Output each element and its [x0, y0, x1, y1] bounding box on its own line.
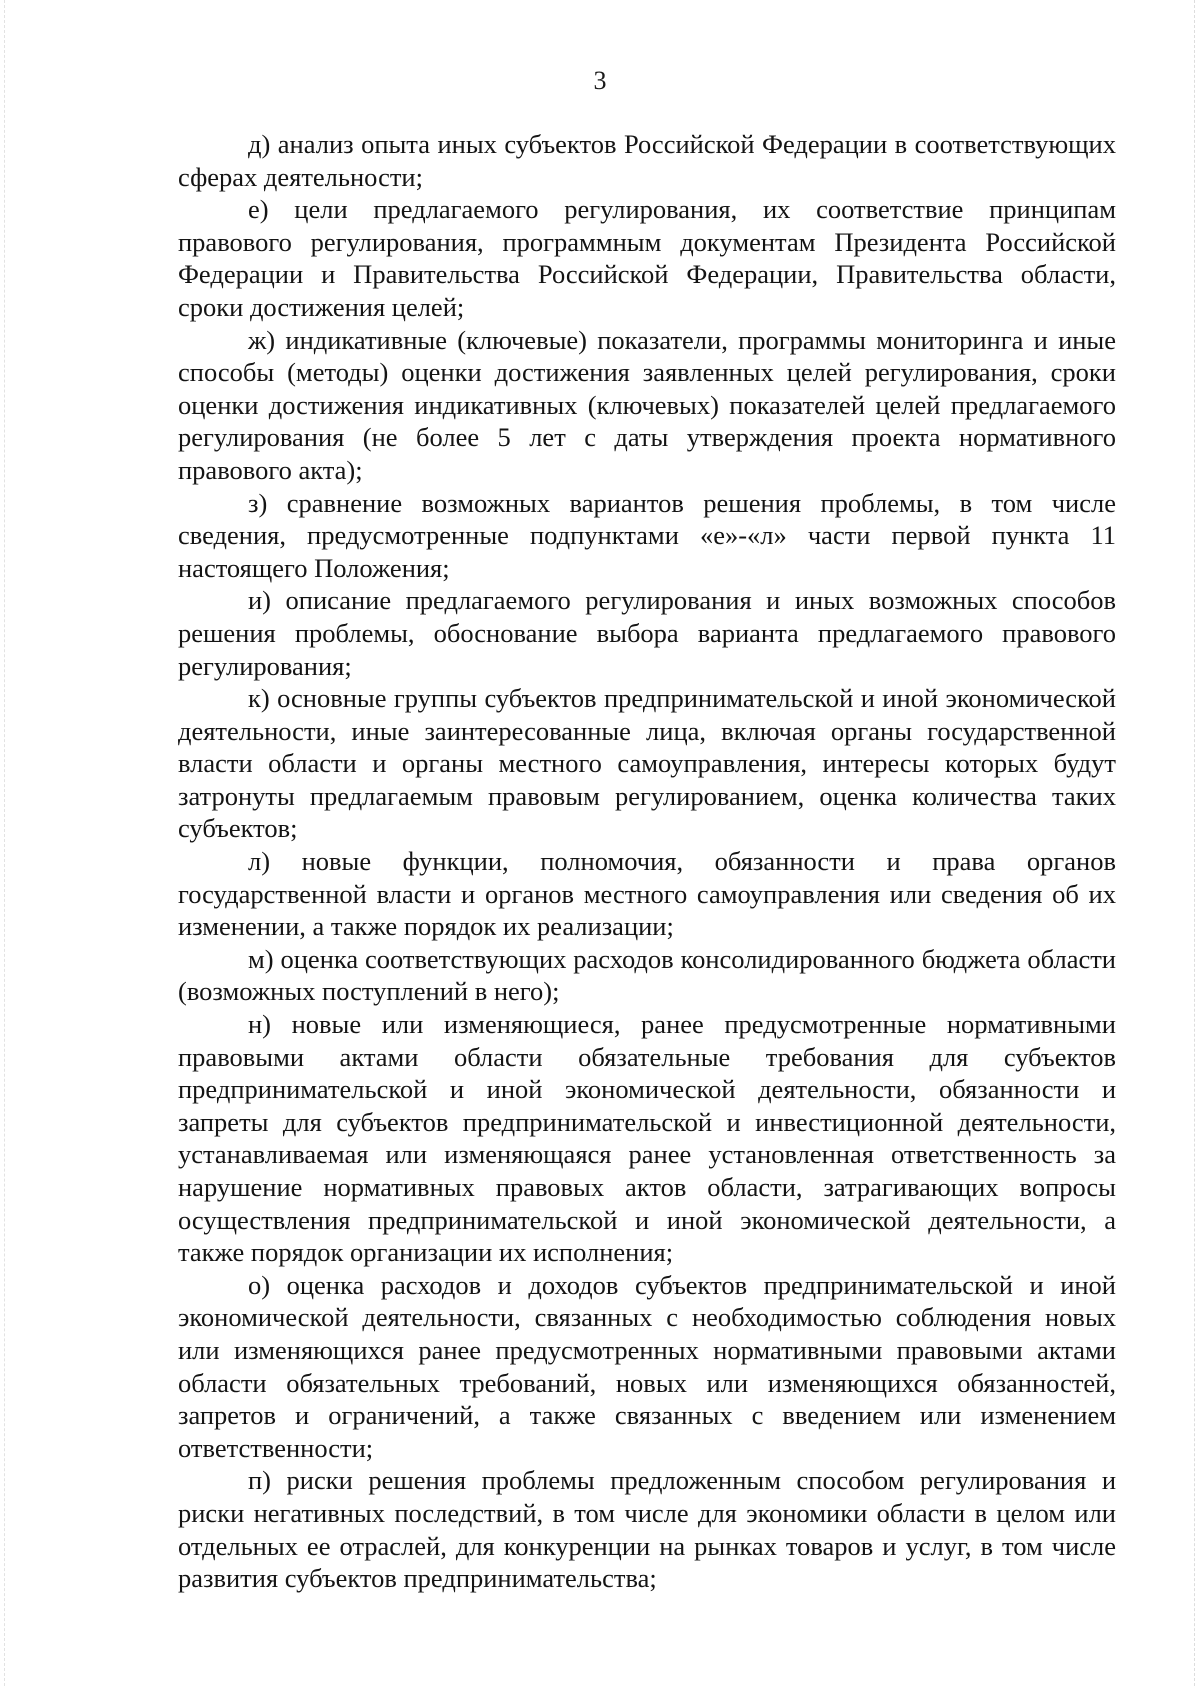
paragraph-z: з) сравнение возможных вариантов решения проблемы, в том числе сведения, предусмотренные подпунктами «е»-«л» части первой пункта 11 настоящего Положения;: [178, 487, 1116, 583]
paragraph-k: к) основные группы субъектов предпринимательской и иной экономической деятельности, иные заинтересованные лица, включая органы государственной власти области и органы местного самоуправления, интересы которых будут затронуты предлагаемым правовым регулированием, оценка количества таких субъектов;: [178, 683, 1116, 844]
paragraph-o: о) оценка расходов и доходов субъектов предпринимательской и иной экономической деятельности, связанных с необходимостью соблюдения новых или изменяющихся ранее предусмотренных нормативными правовыми актами области обязательных требований, новых или изменяющихся обязанностей, запретов и ограничений, а также связанных с введением или изменением ответственности;: [178, 1269, 1116, 1463]
paragraph-n: н) новые или изменяющиеся, ранее предусмотренные нормативными правовыми актами области обязательные требования для субъектов предпринимательской и иной экономической деятельности, обязанности и запреты для субъектов предпринимательской и инвестиционной деятельности, устанавливаемая или изменяющаяся ранее установленная ответственность за нарушение нормативных правовых актов области, затрагивающих вопросы осуществления предпринимательской и иной экономической деятельности, а также порядок организации их исполнения;: [178, 1009, 1116, 1268]
scan-edge-right: [1194, 0, 1200, 1686]
paragraph-l: л) новые функции, полномочия, обязанности и права органов государственной власти и органов местного самоуправления или сведения об их изменении, а также порядок их реализации;: [178, 846, 1116, 942]
paragraph-zh: ж) индикативные (ключевые) показатели, программы мониторинга и иные способы (методы) оценки достижения заявленных целей регулирования, сроки оценки достижения индикативных (ключевых) показателей целей предлагаемого регулирования (не более 5 лет с даты утверждения проекта нормативного правового акта);: [178, 324, 1116, 485]
document-body: [178, 128, 1116, 1595]
page-number: 3: [593, 66, 607, 95]
paragraph-i: и) описание предлагаемого регулирования и иных возможных способов решения проблемы, обоснование выбора варианта предлагаемого правового регулирования;: [178, 585, 1116, 681]
scan-edge-left: [0, 0, 5, 1686]
paragraph-e: е) цели предлагаемого регулирования, их соответствие принципам правового регулирования, программным документам Президента Российской Федерации и Правительства Российской Федерации, Правительства области, сроки достижения целей;: [178, 194, 1116, 322]
paragraph-p: п) риски решения проблемы предложенным способом регулирования и риски негативных последствий, в том числе для экономики области в целом или отдельных ее отраслей, для конкуренции на рынках товаров и услуг, в том числе развития субъектов предпринимательства;: [178, 1465, 1116, 1594]
paragraph-d: д) анализ опыта иных субъектов Российской Федерации в соответствующих сферах деятельности;: [178, 129, 1116, 192]
paragraph-m: м) оценка соответствующих расходов консолидированного бюджета области (возможных поступлений в него);: [178, 943, 1116, 1007]
